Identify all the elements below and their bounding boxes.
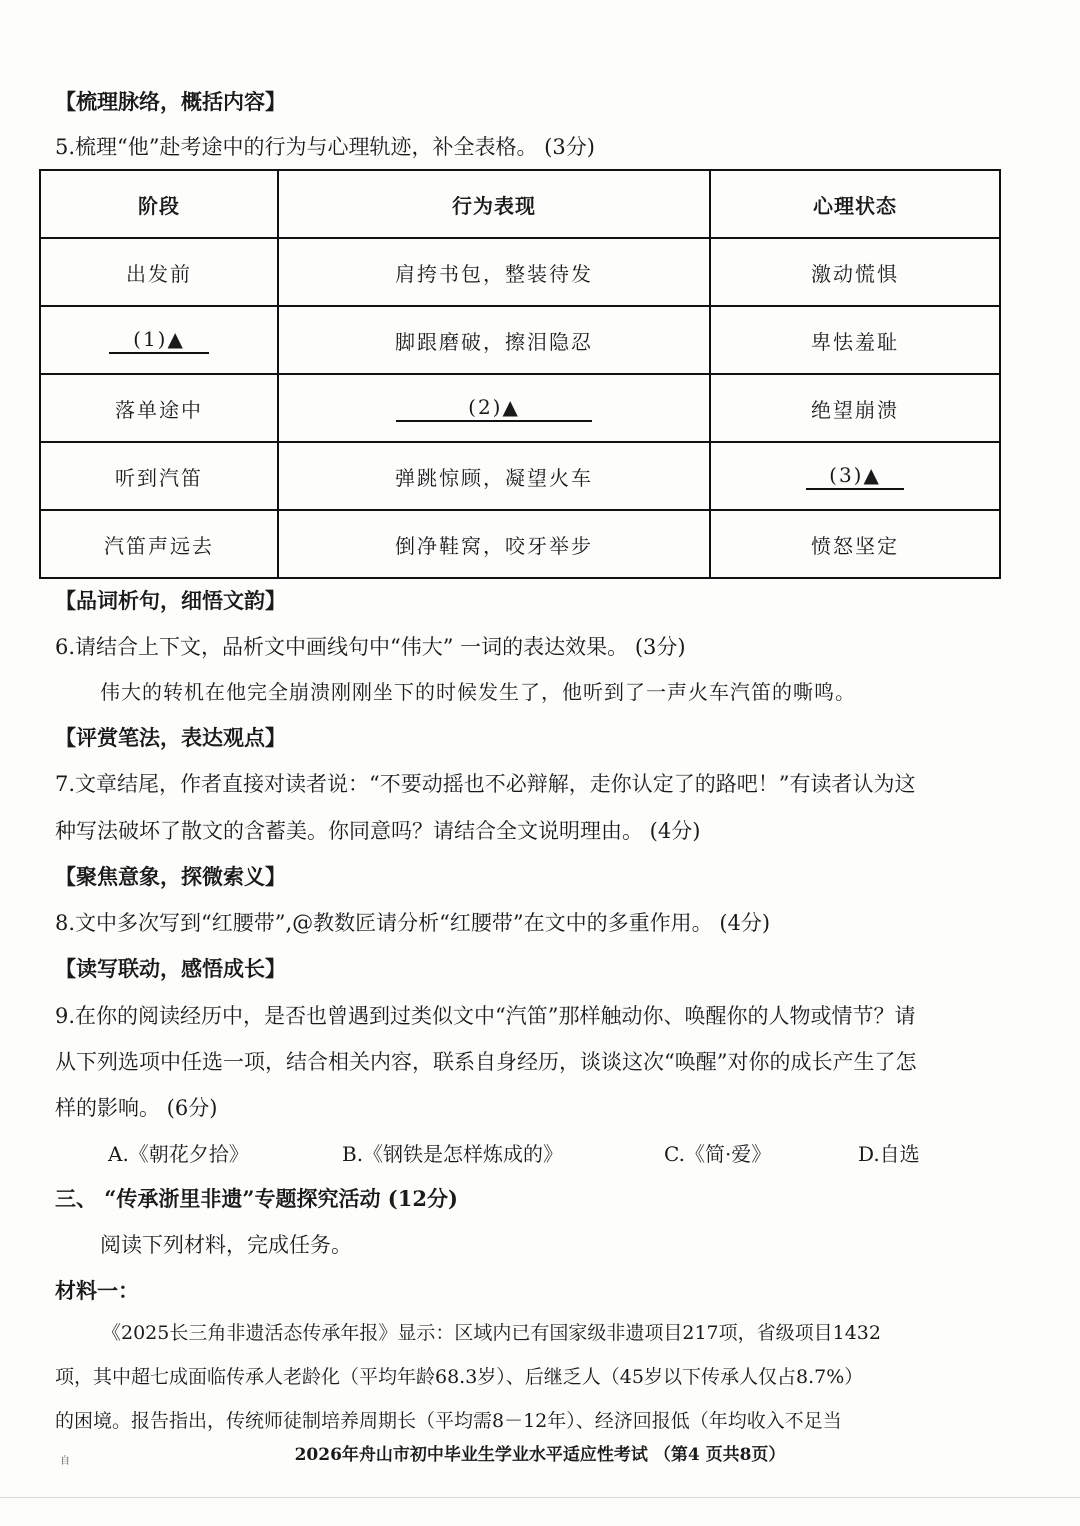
- table-row: [40, 306, 1000, 374]
- section-header-7: 【评赏笔法，表达观点】: [55, 725, 286, 750]
- question-6: 6.请结合上下文，品析文中画线句中“伟大” 一词的表达效果。 (3分): [55, 635, 686, 659]
- option-d: D.自选: [858, 1142, 920, 1166]
- section-header-9: 【读写联动，感悟成长】: [55, 956, 286, 981]
- table-cell: 卑怯羞耻: [710, 306, 1000, 374]
- material-1-line-3: 的困境。报告指出，传统师徒制培养周期长（平均需8－12年）、经济回报低（年均收入不足当: [55, 1410, 842, 1432]
- answer-blank-3: (3)▲: [806, 462, 904, 490]
- question-5: 5.梳理“他”赴考途中的行为与心理轨迹，补全表格。 (3分): [55, 135, 595, 159]
- table-row: [40, 238, 1000, 306]
- trajectory-table: [39, 169, 1001, 579]
- page-mark: 自: [60, 1456, 70, 1467]
- table-cell: 汽笛声远去: [40, 510, 278, 578]
- table-header-row: [40, 170, 1000, 238]
- page-footer: 2026年舟山市初中毕业生学业水平适应性考试 （第4 页共8页）: [294, 1445, 786, 1465]
- material-1-line-1: 《2025长三角非遗活态传承年报》显示：区域内已有国家级非遗项目217项，省级项目1432: [102, 1322, 881, 1344]
- table-cell: 激动慌惧: [710, 238, 1000, 306]
- question-9-line-2: 从下列选项中任选一项，结合相关内容，联系自身经历，谈谈这次“唤醒”对你的成长产生了怎: [55, 1050, 917, 1074]
- option-a: A.《朝花夕拾》: [108, 1142, 249, 1166]
- section-header-5: 【梳理脉络，概括内容】: [55, 89, 286, 114]
- question-8: 8.文中多次写到“红腰带”,@教数匠请分析“红腰带”在文中的多重作用。 (4分): [55, 911, 771, 935]
- table-cell: 脚跟磨破，擦泪隐忍: [278, 306, 710, 374]
- table-cell: 出发前: [40, 238, 278, 306]
- table-row: [40, 374, 1000, 442]
- material-1-line-2: 项，其中超七成面临传承人老龄化（平均年龄68.3岁）、后继乏人（45岁以下传承人仅占8.7%）: [55, 1366, 864, 1388]
- table-cell: 肩挎书包，整装待发: [278, 238, 710, 306]
- table-cell: 弹跳惊顾，凝望火车: [278, 442, 710, 510]
- table-row: [40, 442, 1000, 510]
- answer-blank-2: (2)▲: [396, 394, 592, 422]
- table-header: 阶段: [40, 170, 278, 238]
- table-cell: [710, 442, 1000, 510]
- table-header: 心理状态: [710, 170, 1000, 238]
- section-header-8: 【聚焦意象，探微索义】: [55, 864, 286, 889]
- table-cell: [278, 374, 710, 442]
- question-7-line-2: 种写法破坏了散文的含蓄美。你同意吗？请结合全文说明理由。 (4分): [55, 819, 701, 843]
- table-cell: [40, 306, 278, 374]
- section-header-6: 【品词析句，细悟文韵】: [55, 588, 286, 613]
- table-cell: 听到汽笛: [40, 442, 278, 510]
- table-row: [40, 510, 1000, 578]
- answer-blank-1: (1)▲: [109, 326, 209, 354]
- table-header: 行为表现: [278, 170, 710, 238]
- question-9-line-3: 样的影响。 (6分): [55, 1096, 218, 1120]
- underlined-quote: 伟大的转机在他完全崩溃刚刚坐下的时候发生了，他听到了一声火车汽笛的嘶鸣。: [100, 680, 856, 704]
- question-9-line-1: 9.在你的阅读经历中，是否也曾遇到过类似文中“汽笛”那样触动你、唤醒你的人物或情节？请: [55, 1004, 916, 1028]
- table-cell: 落单途中: [40, 374, 278, 442]
- table-cell: 愤怒坚定: [710, 510, 1000, 578]
- option-c: C.《简·爱》: [664, 1142, 772, 1166]
- table-cell: 绝望崩溃: [710, 374, 1000, 442]
- table-cell: 倒净鞋窝，咬牙举步: [278, 510, 710, 578]
- bottom-divider: [0, 1497, 1080, 1498]
- part-3-instruction: 阅读下列材料，完成任务。: [100, 1233, 352, 1257]
- question-7-line-1: 7.文章结尾，作者直接对读者说：“不要动摇也不必辩解，走你认定了的路吧！”有读者认为这: [55, 772, 916, 796]
- material-label: 材料一：: [55, 1278, 139, 1303]
- option-b: B.《钢铁是怎样炼成的》: [342, 1142, 564, 1166]
- part-3-title: 三、 “传承浙里非遗”专题探究活动 (12分): [55, 1186, 458, 1211]
